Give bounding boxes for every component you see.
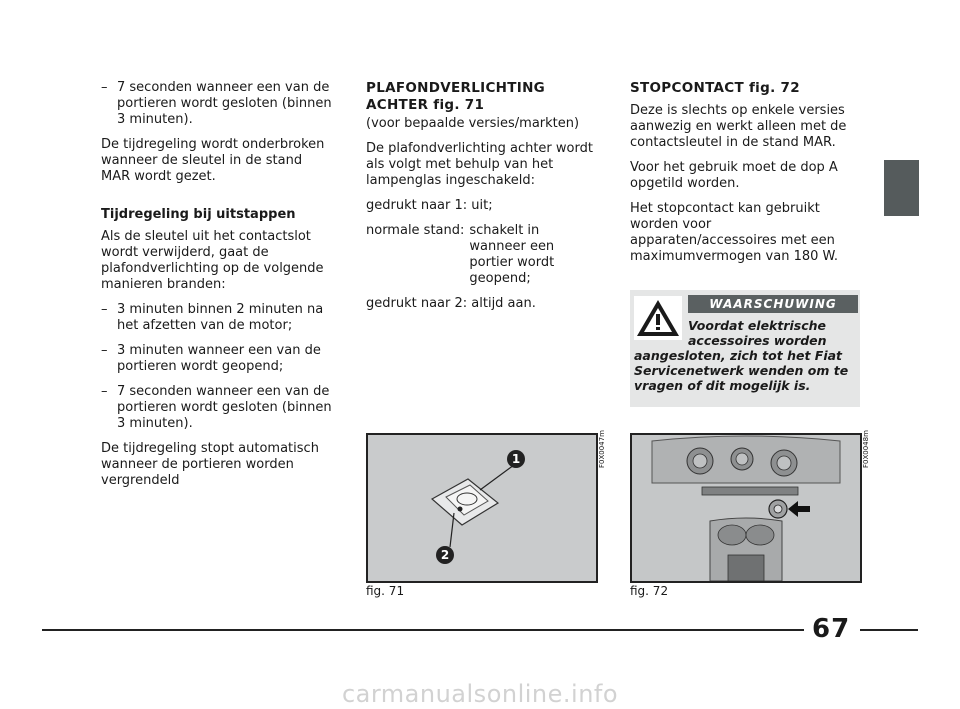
bullet-item: – 7 seconden wanneer een van de portieren wordt gesloten (binnen 3 minuten). <box>101 384 332 431</box>
section-heading: Tijdregeling bij uitstappen <box>101 207 296 222</box>
setting-row: gedrukt naar 1: uit; <box>366 198 493 213</box>
figure-code: F0X0048m <box>862 430 870 468</box>
figure-caption: fig. 72 <box>630 584 669 598</box>
watermark: carmanualsonline.info <box>341 680 619 708</box>
paragraph: De plafondverlichting achter wordt als volgt met behulp van het lampenglas ingeschakeld: <box>366 141 593 188</box>
dashboard-socket-illustration <box>632 435 860 581</box>
figure-caption: fig. 71 <box>366 584 405 598</box>
warning-title: WAARSCHUWING <box>688 295 858 313</box>
warning-text: Voordat elektrische accessoires worden aangesloten, zich tot het Fiat Servicenetwerk wenden om te vragen of dit mogelijk is. <box>634 318 849 393</box>
bullet-item: – 7 seconden wanneer een van de portieren wordt gesloten (binnen 3 minuten). <box>101 80 332 127</box>
footer-rule <box>860 629 918 631</box>
column-middle <box>366 80 598 321</box>
paragraph: Het stopcontact kan gebruikt worden voor apparaten/accessoires met een maximumvermogen van 180 W. <box>630 201 839 264</box>
paragraph: De tijdregeling stopt automatisch wanneer de portieren worden vergrendeld <box>101 441 319 488</box>
section-title: PLAFONDVERLICHTING ACHTER fig. 71 <box>366 80 546 113</box>
figure-71-image <box>366 433 598 583</box>
paragraph: Voor het gebruik moet de dop A opgetild worden. <box>630 160 838 191</box>
figure-code: F0X0047m <box>598 430 606 468</box>
column-right <box>630 80 862 274</box>
section-title: STOPCONTACT fig. 72 <box>630 80 800 96</box>
subtitle: (voor bepaalde versies/markten) <box>366 116 580 131</box>
page-number: 67 <box>812 614 851 644</box>
column-left <box>101 80 333 498</box>
setting-row: normale stand: schakelt in wanneer een portier wordt geopend; <box>366 223 555 286</box>
callout-2: 2 <box>436 546 454 564</box>
ceiling-light-illustration <box>368 435 596 581</box>
paragraph: De tijdregeling wordt onderbroken wanneer de sleutel in de stand MAR wordt gezet. <box>101 137 325 184</box>
bullet-item: – 3 minuten wanneer een van de portieren wordt geopend; <box>101 343 321 374</box>
setting-row: gedrukt naar 2: altijd aan. <box>366 296 536 311</box>
callout-1: 1 <box>507 450 525 468</box>
figure-72-image <box>630 433 862 583</box>
footer-rule <box>42 629 804 631</box>
paragraph: Als de sleutel uit het contactslot wordt verwijderd, gaat de plafondverlichting op de volgende manieren branden: <box>101 229 324 292</box>
bullet-item: – 3 minuten binnen 2 minuten na het afzetten van de motor; <box>101 302 324 333</box>
paragraph: Deze is slechts op enkele versies aanwezig en werkt alleen met de contactsleutel in de stand MAR. <box>630 103 847 150</box>
chapter-tab <box>884 160 919 216</box>
